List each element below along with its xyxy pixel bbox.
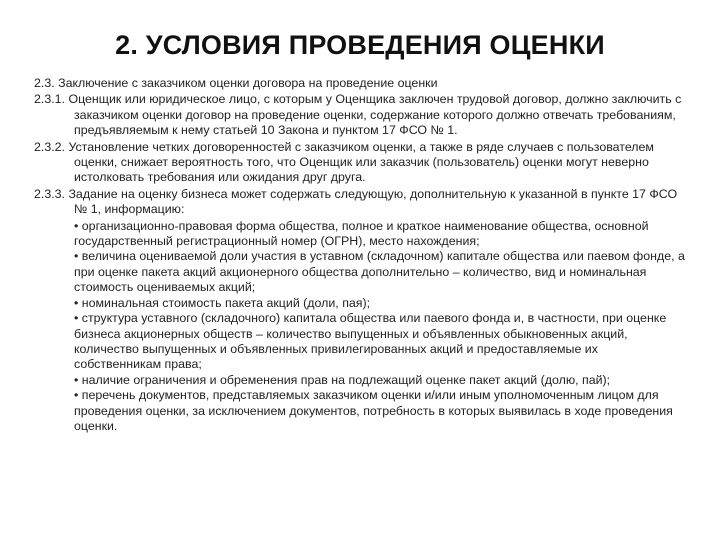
list-item: • величина оцениваемой доли участия в уставном (складочном) капитале общества или паевом фонде, а при оценке пакета акций акционерного общества дополнительно – количество, вид и номинальная стоимость оцениваемых акций; [74, 249, 685, 295]
list-item: • структура уставного (складочного) капитала общества или паевого фонда и, в частности, при оценке бизнеса акционерных обществ – количество выпущенных и объявленных обыкновенных акций, количество выпущенных и объявленных привилегированных акций и предоставляемые их собственникам права; [74, 311, 667, 372]
list-item: • номинальная стоимость пакета акций (доли, пая); [74, 295, 371, 310]
paragraph-2-3-1: 2.3.1. Оценщик или юридическое лицо, с которым у Оценщика заключен трудовой договор, должно заключить с заказчиком оценки договор на проведение оценки, содержание которого должно отвечать требованиям, предъявляемым к нему статьей 10 Закона и пунктом 17 ФСО № 1. [34, 92, 682, 138]
list-item: • организационно-правовая форма общества, полное и краткое наименование общества, основной государственный регистрационный номер (ОГРН), место нахождения; [74, 218, 649, 249]
slide-body [34, 76, 688, 434]
list-item: • перечень документов, представляемых заказчиком оценки и/или иным уполномоченным лицом для проведения оценки, за исключением документов, потребность в которых выявилась в ходе проведения оценки. [74, 388, 673, 433]
section-heading: 2.3. Заключение с заказчиком оценки договора на проведение оценки [34, 76, 438, 90]
paragraph-2-3-3: 2.3.3. Задание на оценку бизнеса может содержать следующую, дополнительную к указанной в пункте 17 ФСО № 1, информацию: [34, 186, 678, 217]
slide-title: 2. УСЛОВИЯ ПРОВЕДЕНИЯ ОЦЕНКИ [115, 30, 605, 60]
info-bullet-list [34, 219, 688, 435]
paragraph-2-3-2: 2.3.2. Установление четких договоренностей с заказчиком оценки, а также в ряде случаев с пользователем оценки, снижает вероятность того, что Оценщик или заказчик (пользователь) оценки могут неверно истолковать требования или ожидания друг друга. [34, 139, 654, 185]
list-item: • наличие ограничения и обременения прав на подлежащий оценке пакет акций (долю, пай); [74, 372, 611, 387]
